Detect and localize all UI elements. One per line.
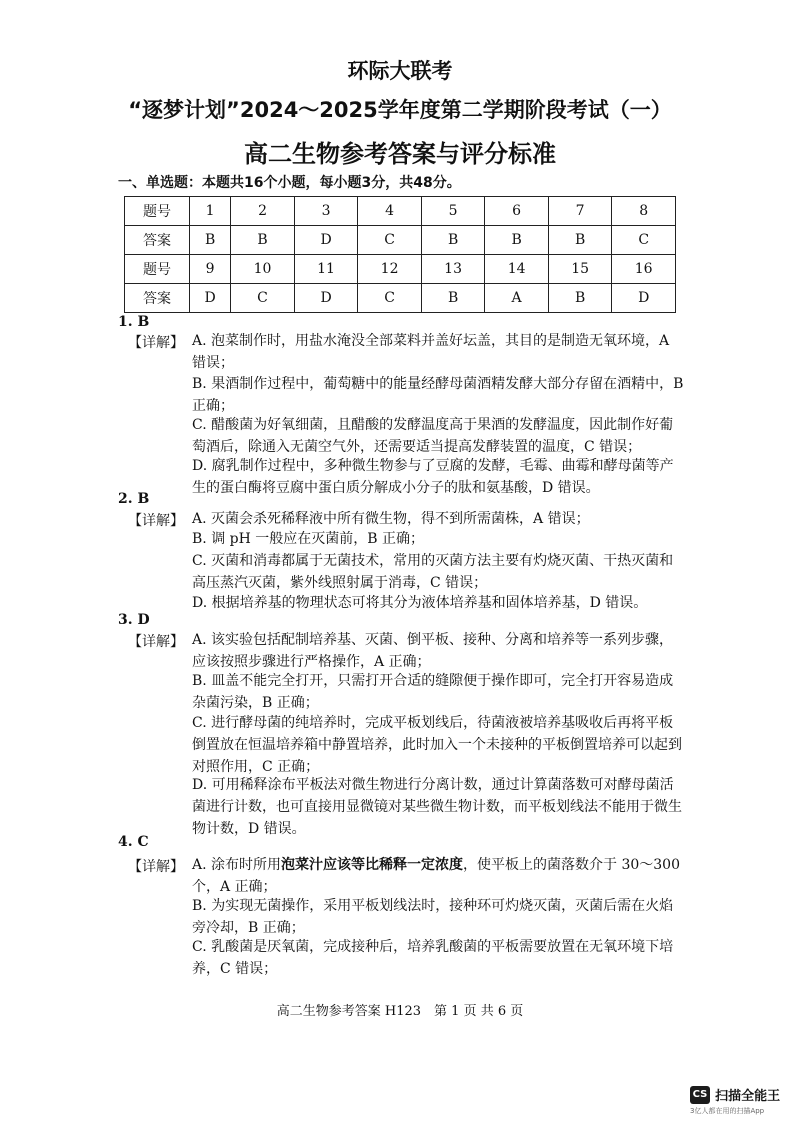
- page-footer: 高二生物参考答案 H123 第 1 页 共 6 页: [276, 1004, 524, 1019]
- option-a-emphasis: 泡菜汁应该等比稀释一定浓度: [281, 857, 464, 873]
- table-cell: 4: [358, 197, 422, 226]
- table-cell: C: [358, 226, 422, 255]
- detail-label: 【详解】: [128, 859, 184, 875]
- table-cell: B: [421, 284, 485, 313]
- table-cell: 5: [421, 197, 485, 226]
- table-cell: B: [190, 226, 231, 255]
- table-row: [125, 226, 676, 255]
- table-cell: 9: [190, 255, 231, 284]
- table-cell: 8: [612, 197, 676, 226]
- table-row: [125, 255, 676, 284]
- table-cell: A: [485, 284, 549, 313]
- table-cell: 14: [485, 255, 549, 284]
- detail-label: 【详解】: [128, 634, 184, 650]
- table-cell: 1: [190, 197, 231, 226]
- option-a: A. 灭菌会杀死稀释液中所有微生物，得不到所需菌株，A 错误；: [192, 511, 590, 527]
- table-cell: C: [612, 226, 676, 255]
- table-cell: 答案: [125, 226, 190, 255]
- option-c: C. 醋酸菌为好氧细菌，且醋酸的发酵温度高于果酒的发酵温度，因此制作好葡萄酒后，除通入无菌空气外，还需要适当提高发酵装置的温度，C 错误；: [192, 417, 674, 455]
- table-cell: B: [548, 284, 612, 313]
- option-d: D. 腐乳制作过程中，多种微生物参与了豆腐的发酵，毛霉、曲霉和酵母菌等产生的蛋白酶将豆腐中蛋白质分解成小分子的肽和氨基酸，D 错误。: [192, 458, 674, 496]
- table-cell: 16: [612, 255, 676, 284]
- table-cell: B: [231, 226, 295, 255]
- option-b: B. 为实现无菌操作，采用平板划线法时，接种环可灼烧灭菌，灭菌后需在火焰旁冷却，B 正确；: [192, 898, 674, 936]
- option-a: A. 该实验包括配制培养基、灭菌、倒平板、接种、分离和培养等一系列步骤，应该按照步骤进行严格操作，A 正确；: [192, 632, 674, 670]
- camscanner-logo-icon: CS: [690, 1086, 710, 1104]
- table-cell: 3: [294, 197, 358, 226]
- option-a-text-end: ，使平板上的菌落数介于 30～300 个，A 正确；: [192, 857, 681, 895]
- option-a-text: A. 涂布时所用: [192, 857, 282, 873]
- option-c: C. 进行酵母菌的纯培养时，完成平板划线后，待菌液被培养基吸收后再将平板倒置放在恒温培养箱中静置培养，此时加入一个未接种的平板倒置培养可以起到对照作用，C 正确；: [192, 715, 682, 775]
- watermark-name: 扫描全能王: [715, 1089, 781, 1104]
- table-cell: 13: [421, 255, 485, 284]
- detail-label: 【详解】: [128, 335, 184, 351]
- table-cell: 12: [358, 255, 422, 284]
- table-cell: C: [358, 284, 422, 313]
- table-cell: B: [421, 226, 485, 255]
- table-cell: 15: [548, 255, 612, 284]
- table-cell: 答案: [125, 284, 190, 313]
- table-row: [125, 197, 676, 226]
- table-cell: D: [294, 284, 358, 313]
- watermark-tagline: 3亿人都在用的扫描App: [690, 1107, 765, 1115]
- table-cell: 2: [231, 197, 295, 226]
- section-heading: 一、单选题：本题共16个小题，每小题3分，共48分。: [118, 175, 461, 191]
- table-cell: 11: [294, 255, 358, 284]
- question-number: 4. C: [118, 834, 149, 850]
- option-c: C. 乳酸菌是厌氧菌，完成接种后，培养乳酸菌的平板需要放置在无氧环境下培养，C 错误；: [192, 939, 674, 977]
- question-number: 1. B: [118, 314, 150, 330]
- question-number: 2. B: [118, 491, 150, 507]
- table-cell: 7: [548, 197, 612, 226]
- question-number: 3. D: [118, 612, 150, 628]
- option-a: A. 泡菜制作时，用盐水淹没全部菜料并盖好坛盖，其目的是制造无氧环境，A 错误；: [192, 333, 670, 371]
- exam-org-title: 环际大联考: [347, 59, 453, 83]
- table-cell: C: [231, 284, 295, 313]
- table-cell: 6: [485, 197, 549, 226]
- table-cell: 10: [231, 255, 295, 284]
- table-cell: 题号: [125, 255, 190, 284]
- table-cell: B: [485, 226, 549, 255]
- table-row: [125, 284, 676, 313]
- table-cell: D: [294, 226, 358, 255]
- scanner-watermark: [690, 1084, 800, 1116]
- option-a: [192, 854, 684, 898]
- option-d: D. 根据培养基的物理状态可将其分为液体培养基和固体培养基，D 错误。: [192, 595, 648, 611]
- table-cell: B: [548, 226, 612, 255]
- option-b: B. 调 pH 一般应在灭菌前，B 正确；: [192, 531, 424, 547]
- table-cell: D: [612, 284, 676, 313]
- exam-title: “逐梦计划”2024～2025学年度第二学期阶段考试（一）: [128, 98, 672, 122]
- option-b: B. 皿盖不能完全打开，只需打开合适的缝隙便于操作即可，完全打开容易造成杂菌污染，B 正确；: [192, 673, 674, 711]
- table-cell: 题号: [125, 197, 190, 226]
- answer-table: [124, 196, 676, 313]
- option-c: C. 灭菌和消毒都属于无菌技术，常用的灭菌方法主要有灼烧灭菌、干热灭菌和高压蒸汽灭菌，紫外线照射属于消毒，C 错误；: [192, 553, 674, 591]
- detail-label: 【详解】: [128, 513, 184, 529]
- answer-key-title: 高二生物参考答案与评分标准: [244, 140, 556, 168]
- table-cell: D: [190, 284, 231, 313]
- option-b: B. 果酒制作过程中，葡萄糖中的能量经酵母菌酒精发酵大部分存留在酒精中，B 正确；: [192, 376, 684, 414]
- option-d: D. 可用稀释涂布平板法对微生物进行分离计数，通过计算菌落数可对酵母菌活菌进行计数，也可直接用显微镜对某些微生物计数，而平板划线法不能用于微生物计数，D 错误。: [192, 777, 682, 837]
